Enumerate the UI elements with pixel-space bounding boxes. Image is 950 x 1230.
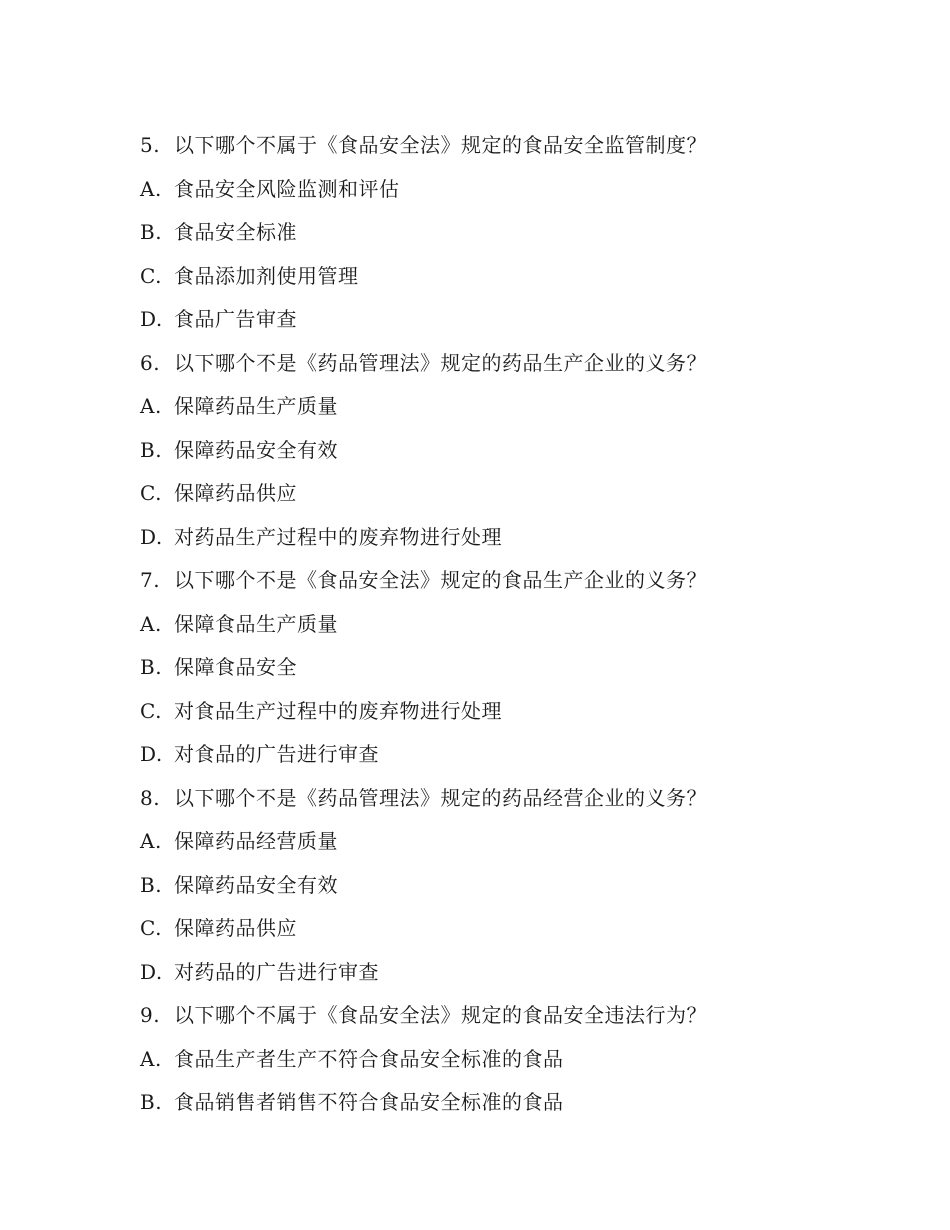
option-8b [140, 864, 900, 908]
option-text: 保障食品生产质量 [174, 611, 338, 636]
question-8 [140, 777, 900, 821]
question-text: 以下哪个不是《食品安全法》规定的食品生产企业的义务？ [174, 568, 707, 592]
option-7c [140, 690, 900, 734]
option-label: D. [140, 959, 163, 984]
question-list [140, 124, 900, 1125]
question-number: 6. [140, 350, 161, 375]
option-7a [140, 603, 900, 647]
option-text: 保障药品经营质量 [174, 829, 338, 853]
option-6c [140, 472, 900, 516]
option-6a [140, 385, 900, 429]
option-6d [140, 516, 900, 560]
option-5c [140, 255, 900, 299]
option-text: 保障药品供应 [174, 916, 297, 940]
option-label: A. [140, 829, 162, 853]
option-label: B. [140, 220, 163, 244]
option-text: 保障药品安全有效 [174, 437, 338, 462]
option-label: C. [140, 481, 162, 505]
option-label: A. [140, 394, 162, 418]
option-label: A. [140, 611, 162, 636]
question-number: 5. [140, 133, 161, 157]
option-label: D. [140, 742, 163, 766]
question-number: 9. [140, 1003, 161, 1027]
question-9 [140, 994, 900, 1038]
question-number: 7. [140, 568, 161, 592]
option-5b [140, 211, 900, 255]
option-text: 保障药品生产质量 [174, 394, 338, 418]
option-9b [140, 1081, 900, 1125]
option-label: A. [140, 176, 162, 201]
option-5d [140, 298, 900, 342]
option-text: 食品添加剂使用管理 [174, 263, 359, 288]
option-text: 保障食品安全 [174, 655, 297, 679]
question-5 [140, 124, 900, 168]
option-text: 对药品的广告进行审查 [174, 959, 379, 984]
option-text: 食品广告审查 [174, 307, 297, 331]
question-6 [140, 342, 900, 386]
option-text: 保障药品供应 [174, 481, 297, 505]
option-8a [140, 820, 900, 864]
option-label: D. [140, 524, 163, 549]
question-number: 8. [140, 785, 161, 810]
question-text: 以下哪个不是《药品管理法》规定的药品生产企业的义务？ [174, 350, 707, 375]
option-text: 对食品的广告进行审查 [174, 742, 379, 766]
question-text: 以下哪个不属于《食品安全法》规定的食品安全监管制度？ [174, 133, 707, 157]
option-text: 食品安全标准 [174, 220, 297, 244]
option-7d [140, 733, 900, 777]
option-8d [140, 951, 900, 995]
option-label: D. [140, 307, 163, 331]
question-text: 以下哪个不是《药品管理法》规定的药品经营企业的义务？ [174, 785, 707, 810]
option-label: B. [140, 1090, 163, 1114]
option-label: C. [140, 698, 162, 723]
option-7b [140, 646, 900, 690]
option-text: 食品安全风险监测和评估 [174, 176, 400, 201]
option-6b [140, 429, 900, 473]
option-text: 食品生产者生产不符合食品安全标准的食品 [174, 1046, 564, 1071]
question-text: 以下哪个不属于《食品安全法》规定的食品安全违法行为？ [174, 1003, 707, 1027]
option-label: B. [140, 872, 163, 897]
question-7 [140, 559, 900, 603]
option-text: 食品销售者销售不符合食品安全标准的食品 [174, 1090, 564, 1114]
option-label: A. [140, 1046, 162, 1071]
option-label: B. [140, 437, 163, 462]
option-text: 对药品生产过程中的废弃物进行处理 [174, 524, 502, 549]
option-5a [140, 168, 900, 212]
option-text: 对食品生产过程中的废弃物进行处理 [174, 698, 502, 723]
option-label: C. [140, 916, 162, 940]
option-label: C. [140, 263, 162, 288]
option-label: B. [140, 655, 163, 679]
option-9a [140, 1038, 900, 1082]
option-8c [140, 907, 900, 951]
option-text: 保障药品安全有效 [174, 872, 338, 897]
